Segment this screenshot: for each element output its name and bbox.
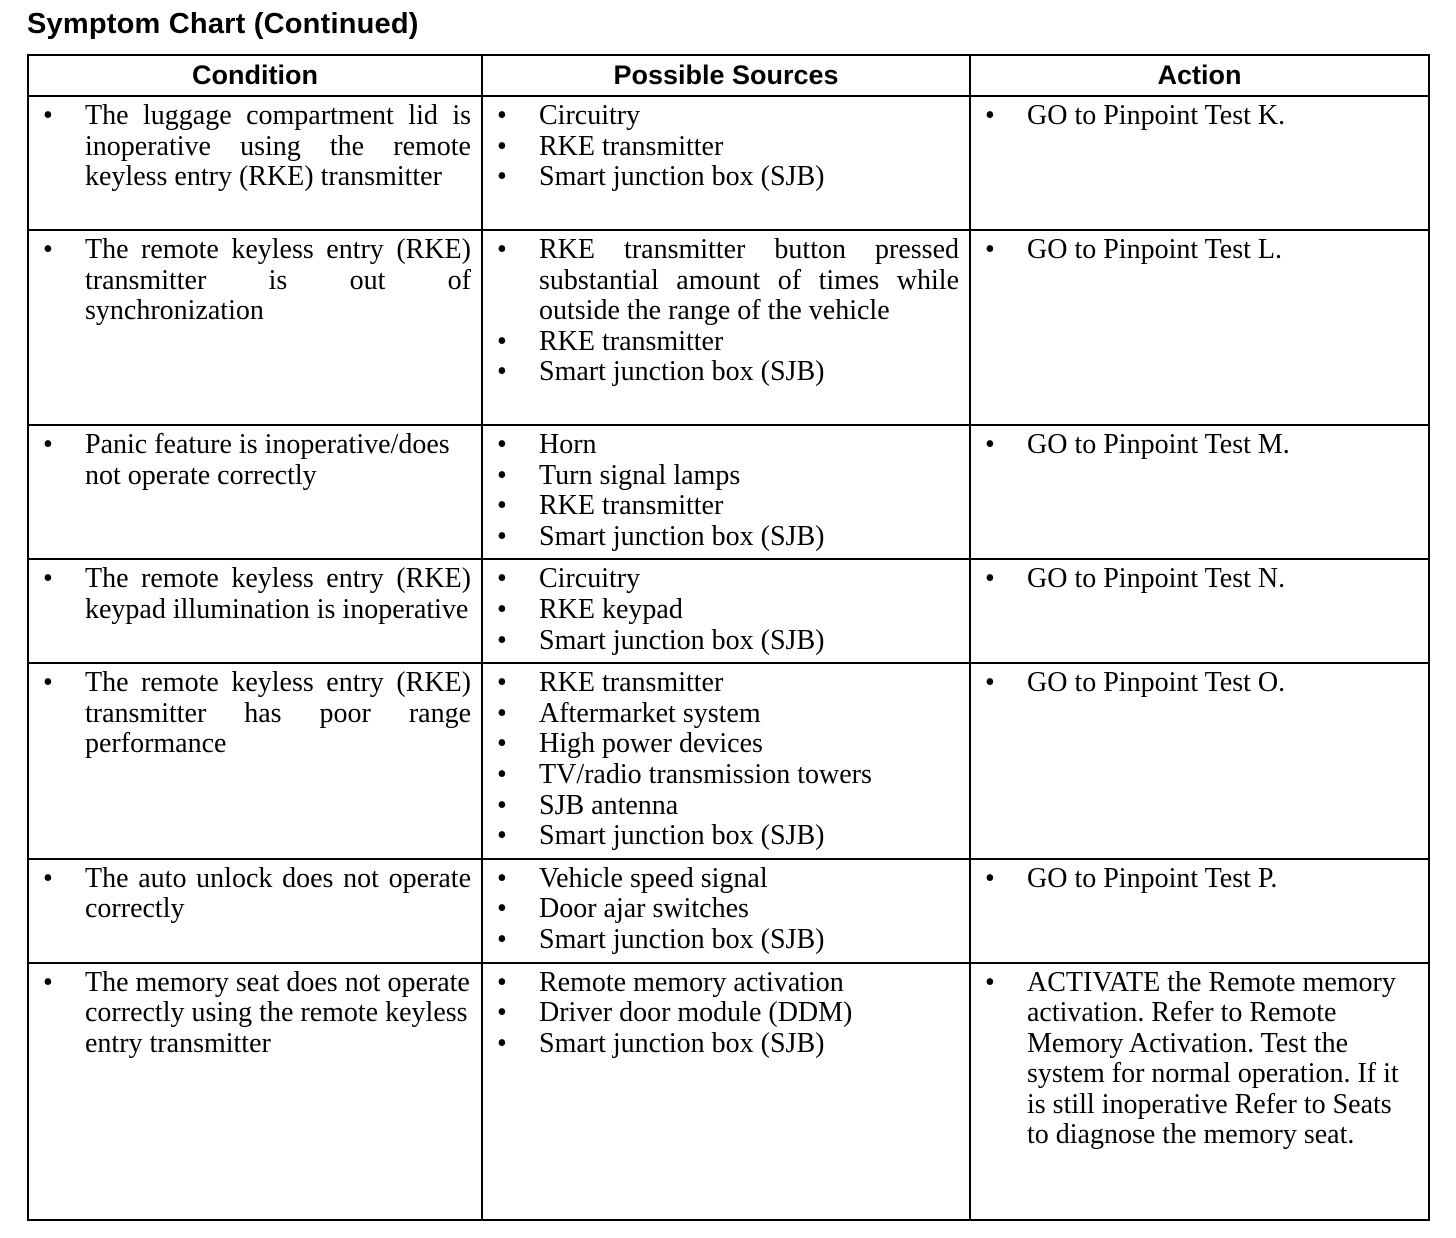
bullet-icon: • [43,100,53,131]
bullet-icon: • [43,429,53,460]
bullet-icon: • [43,667,53,699]
bullet-icon: • [497,624,507,656]
list-item: • RKE keypad [497,593,683,625]
condition-cell [28,425,482,559]
bullet-icon: • [985,100,995,131]
list-item: • RKE transmitter button pressed substantial amount of times while outside the range of the vehicle [497,234,959,327]
condition-text: The remote keyless entry (RKE) transmitter is out of synchronization [85,234,471,327]
list-item: • RKE transmitter [497,667,724,699]
bullet-icon: • [43,563,53,595]
list-item: • RKE transmitter [497,490,724,522]
list-item: • SJB antenna [497,789,679,821]
header-row [28,55,1429,96]
bullet-icon: • [985,966,995,998]
action-cell [970,96,1429,230]
bullet-icon: • [497,758,507,790]
list-item: • Smart junction box (SJB) [497,820,825,852]
action-text: ACTIVATE the Remote memory activation. Refer to Remote Memory Activation. Test the system for normal operation. If it is still inoperative Refer to Seats to diagnose the memory seat. [1027,966,1399,1151]
action-text: GO to Pinpoint Test K. [1027,100,1286,131]
action-text: GO to Pinpoint Test P. [1027,862,1278,894]
symptom-table [27,54,1430,1221]
action-text: GO to Pinpoint Test L. [1027,234,1282,265]
list-item: • High power devices [497,728,763,760]
bullet-icon: • [497,100,507,131]
bullet-icon: • [985,234,995,265]
list-item: • Horn [497,429,597,460]
bullet-icon: • [985,862,995,894]
list-item: • TV/radio transmission towers [497,758,872,790]
bullet-icon: • [497,563,507,595]
table-row [28,559,1429,663]
bullet-icon: • [497,820,507,852]
action-cell [970,663,1429,859]
list-item: • Circuitry [497,563,641,595]
condition-text: The remote keyless entry (RKE) transmitter has poor range performance [85,667,471,760]
bullet-icon: • [497,1027,507,1059]
column-header-possible-sources: Possible Sources [482,55,970,96]
condition-text: Panic feature is inoperative/does not operate correctly [85,429,450,491]
action-text: GO to Pinpoint Test M. [1027,429,1290,460]
condition-text: The luggage compartment lid is inoperative using the remote keyless entry (RKE) transmitter [85,100,471,193]
action-cell [970,230,1429,425]
condition-text: The memory seat does not operate correctly using the remote keyless entry transmitter [85,966,470,1059]
action-cell [970,963,1429,1220]
sources-cell [482,859,970,963]
sources-cell [482,425,970,559]
action-text: GO to Pinpoint Test N. [1027,563,1286,595]
bullet-icon: • [497,593,507,625]
table-row [28,859,1429,963]
bullet-icon: • [497,697,507,729]
sources-cell [482,96,970,230]
table-row [28,230,1429,425]
condition-cell [28,96,482,230]
bullet-icon: • [43,234,53,265]
bullet-icon: • [497,490,507,522]
bullet-icon: • [497,130,507,162]
bullet-icon: • [497,966,507,998]
list-item: • Door ajar switches [497,893,749,925]
bullet-icon: • [497,997,507,1029]
bullet-icon: • [497,429,507,460]
table-row [28,425,1429,559]
list-item: • Remote memory activation [497,966,844,998]
bullet-icon: • [497,520,507,552]
sources-cell [482,230,970,425]
bullet-icon: • [497,862,507,894]
bullet-icon: • [497,161,507,193]
table-row [28,96,1429,230]
table-row [28,663,1429,859]
sources-cell [482,559,970,663]
list-item: • Smart junction box (SJB) [497,923,825,955]
list-item: • Smart junction box (SJB) [497,356,825,388]
bullet-icon: • [497,893,507,925]
list-item: • Smart junction box (SJB) [497,520,825,552]
list-item: • RKE transmitter [497,130,724,162]
list-item: • Turn signal lamps [497,459,741,491]
bullet-icon: • [497,325,507,357]
action-cell [970,425,1429,559]
bullet-icon: • [497,923,507,955]
condition-cell [28,663,482,859]
condition-cell [28,859,482,963]
list-item: • Smart junction box (SJB) [497,1027,825,1059]
bullet-icon: • [497,459,507,491]
sources-cell [482,963,970,1220]
list-item: • Vehicle speed signal [497,862,768,894]
list-item: • RKE transmitter [497,325,724,357]
bullet-icon: • [497,356,507,388]
action-cell [970,859,1429,963]
bullet-icon: • [497,789,507,821]
list-item: • Driver door module (DDM) [497,997,853,1029]
sources-cell [482,663,970,859]
action-cell [970,559,1429,663]
table-row [28,963,1429,1220]
list-item: • Smart junction box (SJB) [497,624,825,656]
condition-cell [28,559,482,663]
bullet-icon: • [497,234,507,265]
condition-text: The remote keyless entry (RKE) keypad illumination is inoperative [85,563,471,625]
bullet-icon: • [985,563,995,595]
condition-text: The auto unlock does not operate correctly [85,862,471,925]
list-item: • Aftermarket system [497,697,761,729]
bullet-icon: • [43,862,53,894]
column-header-condition: Condition [28,55,482,96]
bullet-icon: • [497,667,507,699]
condition-cell [28,230,482,425]
list-item: • Smart junction box (SJB) [497,161,825,193]
action-text: GO to Pinpoint Test O. [1027,667,1286,699]
bullet-icon: • [985,667,995,699]
condition-cell [28,963,482,1220]
list-item: • Circuitry [497,100,641,131]
column-header-action: Action [970,55,1429,96]
bullet-icon: • [497,728,507,760]
bullet-icon: • [43,966,53,998]
bullet-icon: • [985,429,995,460]
chart-title: Symptom Chart (Continued) [27,8,419,40]
